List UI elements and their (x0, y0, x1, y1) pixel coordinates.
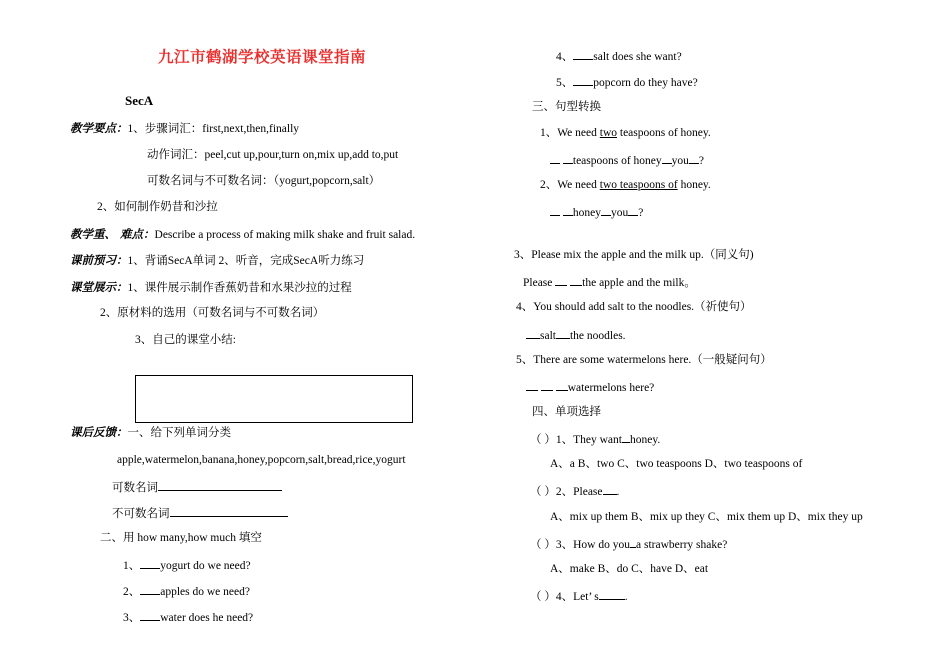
question-text: . (624, 591, 628, 603)
focus-line (70, 227, 415, 242)
sentence-text: ? (638, 207, 644, 219)
answer-blank[interactable] (550, 152, 560, 164)
preview-line (70, 253, 364, 268)
question-text: yogurt do we need? (160, 560, 251, 572)
question-text: a strawberry shake? (636, 539, 728, 551)
answer-blank[interactable] (573, 74, 593, 86)
transform-2-question (550, 204, 643, 220)
answer-blank[interactable] (556, 327, 570, 339)
transform-4-question (526, 327, 626, 343)
answer-blank[interactable] (563, 152, 573, 164)
sentence-text: 1、We need (540, 127, 600, 139)
show-label: 课堂展示： (70, 280, 128, 294)
section-heading: SecA (125, 93, 154, 108)
question-number: 4、 (556, 51, 574, 63)
key-points-2: 2、如何制作奶昔和沙拉 (97, 201, 218, 213)
sentence-text: you (671, 155, 689, 167)
choice-2 (530, 483, 619, 499)
sentence-text: 2、We need (540, 179, 600, 191)
underlined-word: two (599, 127, 617, 139)
uncountable-line (112, 505, 288, 521)
part-4-heading: 四、单项选择 (532, 406, 601, 418)
question-number: 2、 (123, 586, 141, 598)
word-list: apple,watermelon,banana,honey,popcorn,salt,bread,rice,yogurt (117, 454, 406, 466)
choice-4 (530, 588, 628, 604)
sentence-text: the noodles. (569, 330, 626, 342)
transform-4: 4、You should add salt to the noodles.（祈使句） (516, 301, 752, 313)
transform-5-question (526, 379, 654, 395)
question-text: （ ）1、They want (530, 434, 622, 446)
transform-5: 5、There are some watermelons here.（一般疑问句） (516, 354, 772, 366)
answer-blank[interactable] (541, 379, 553, 391)
uncountable-label: 不可数名词 (112, 508, 170, 520)
transform-1-question (550, 152, 704, 168)
answer-blank[interactable] (599, 588, 625, 600)
transform-2 (540, 178, 711, 192)
sentence-text: the apple and the milk。 (582, 277, 696, 289)
show-3: 3、自己的课堂小结: (135, 334, 236, 346)
choice-3 (530, 536, 727, 552)
choice-2-options: A、mix up them B、mix up they C、mix them up D、mix they up (550, 511, 863, 523)
answer-blank[interactable] (570, 274, 582, 286)
transform-1 (540, 126, 711, 140)
show-2: 2、原材料的选用（可数名词与不可数名词） (100, 307, 325, 319)
question-number: 1、 (123, 560, 141, 572)
sentence-text: ? (698, 155, 705, 167)
answer-blank[interactable] (563, 204, 573, 216)
transform-3-question (523, 274, 696, 290)
action-words: 动作词汇：peel,cut up,pour,turn on,mix up,add to,put (147, 149, 399, 161)
countable-blank[interactable] (158, 479, 282, 491)
question-1 (123, 557, 251, 573)
answer-blank[interactable] (622, 431, 630, 443)
sentence-text: salt (540, 330, 556, 342)
underlined-phrase: two teaspoons of (599, 179, 678, 191)
answer-blank[interactable] (573, 48, 593, 60)
question-text: honey. (629, 434, 661, 446)
preview-label: 课前预习： (70, 253, 128, 267)
choice-3-options: A、make B、do C、have D、eat (550, 563, 709, 575)
answer-blank[interactable] (689, 152, 699, 164)
sentence-text: watermelons here? (567, 382, 655, 394)
answer-blank[interactable] (140, 583, 160, 595)
sentence-text: you (610, 207, 629, 219)
question-text: . (616, 486, 620, 498)
answer-blank[interactable] (603, 483, 617, 495)
answer-blank[interactable] (526, 327, 540, 339)
question-text: （ ）3、How do you (530, 539, 630, 551)
summary-box[interactable] (135, 375, 413, 423)
preview-text: 1、背诵SecA单词 2、听音，完成SecA听力练习 (127, 255, 365, 267)
feedback-line (70, 425, 231, 440)
sentence-text: honey (572, 207, 601, 219)
sentence-text: teaspoons of honey. (617, 127, 711, 139)
answer-blank[interactable] (555, 274, 567, 286)
feedback-label: 课后反馈： (70, 425, 128, 439)
answer-blank[interactable] (662, 152, 672, 164)
question-text: popcorn do they have? (593, 77, 698, 89)
feedback-text: 一、给下列单词分类 (127, 427, 231, 439)
question-number: 5、 (556, 77, 574, 89)
focus-label: 教学重、 难点： (70, 227, 155, 241)
countable-line (112, 479, 282, 495)
sentence-text: Please (523, 277, 556, 289)
answer-blank[interactable] (140, 557, 160, 569)
key-points-1: 1、步骤词汇：first,next,then,finally (127, 123, 300, 135)
question-4 (556, 48, 682, 64)
choice-1-options: A、a B、two C、two teaspoons D、two teaspoons of (550, 458, 803, 470)
question-text: apples do we need? (160, 586, 250, 598)
question-2 (123, 583, 250, 599)
part-2-heading: 二、用 how many,how much 填空 (100, 532, 262, 544)
key-points-label: 教学要点： (70, 121, 128, 135)
transform-3: 3、Please mix the apple and the milk up.（同义句) (514, 249, 754, 261)
noun-types: 可数名词与不可数名词：（yogurt,popcorn,salt） (147, 175, 381, 187)
question-text: water does he need? (160, 612, 254, 624)
answer-blank[interactable] (550, 204, 560, 216)
question-5 (556, 74, 698, 90)
question-3 (123, 609, 253, 625)
page-title: 九江市鹤湖学校英语课堂指南 (158, 48, 367, 66)
answer-blank[interactable] (601, 204, 611, 216)
answer-blank[interactable] (526, 379, 538, 391)
uncountable-blank[interactable] (170, 505, 288, 517)
show-line (70, 280, 352, 295)
question-number: 3、 (123, 612, 141, 624)
question-text: （ ）2、Please (530, 486, 603, 498)
answer-blank[interactable] (628, 204, 638, 216)
question-text: salt does she want? (593, 51, 682, 63)
countable-label: 可数名词 (112, 482, 158, 494)
answer-blank[interactable] (140, 609, 160, 621)
part-3-heading: 三、句型转换 (532, 101, 601, 113)
question-text: （ ）4、Let’ s (530, 591, 599, 603)
sentence-text: teaspoons of honey (572, 155, 662, 167)
key-points (70, 121, 299, 136)
choice-1 (530, 431, 660, 447)
show-text: 1、课件展示制作香蕉奶昔和水果沙拉的过程 (127, 282, 352, 294)
answer-blank[interactable] (556, 379, 568, 391)
focus-text: Describe a process of making milk shake and fruit salad. (154, 229, 416, 241)
sentence-text: honey. (677, 179, 711, 191)
